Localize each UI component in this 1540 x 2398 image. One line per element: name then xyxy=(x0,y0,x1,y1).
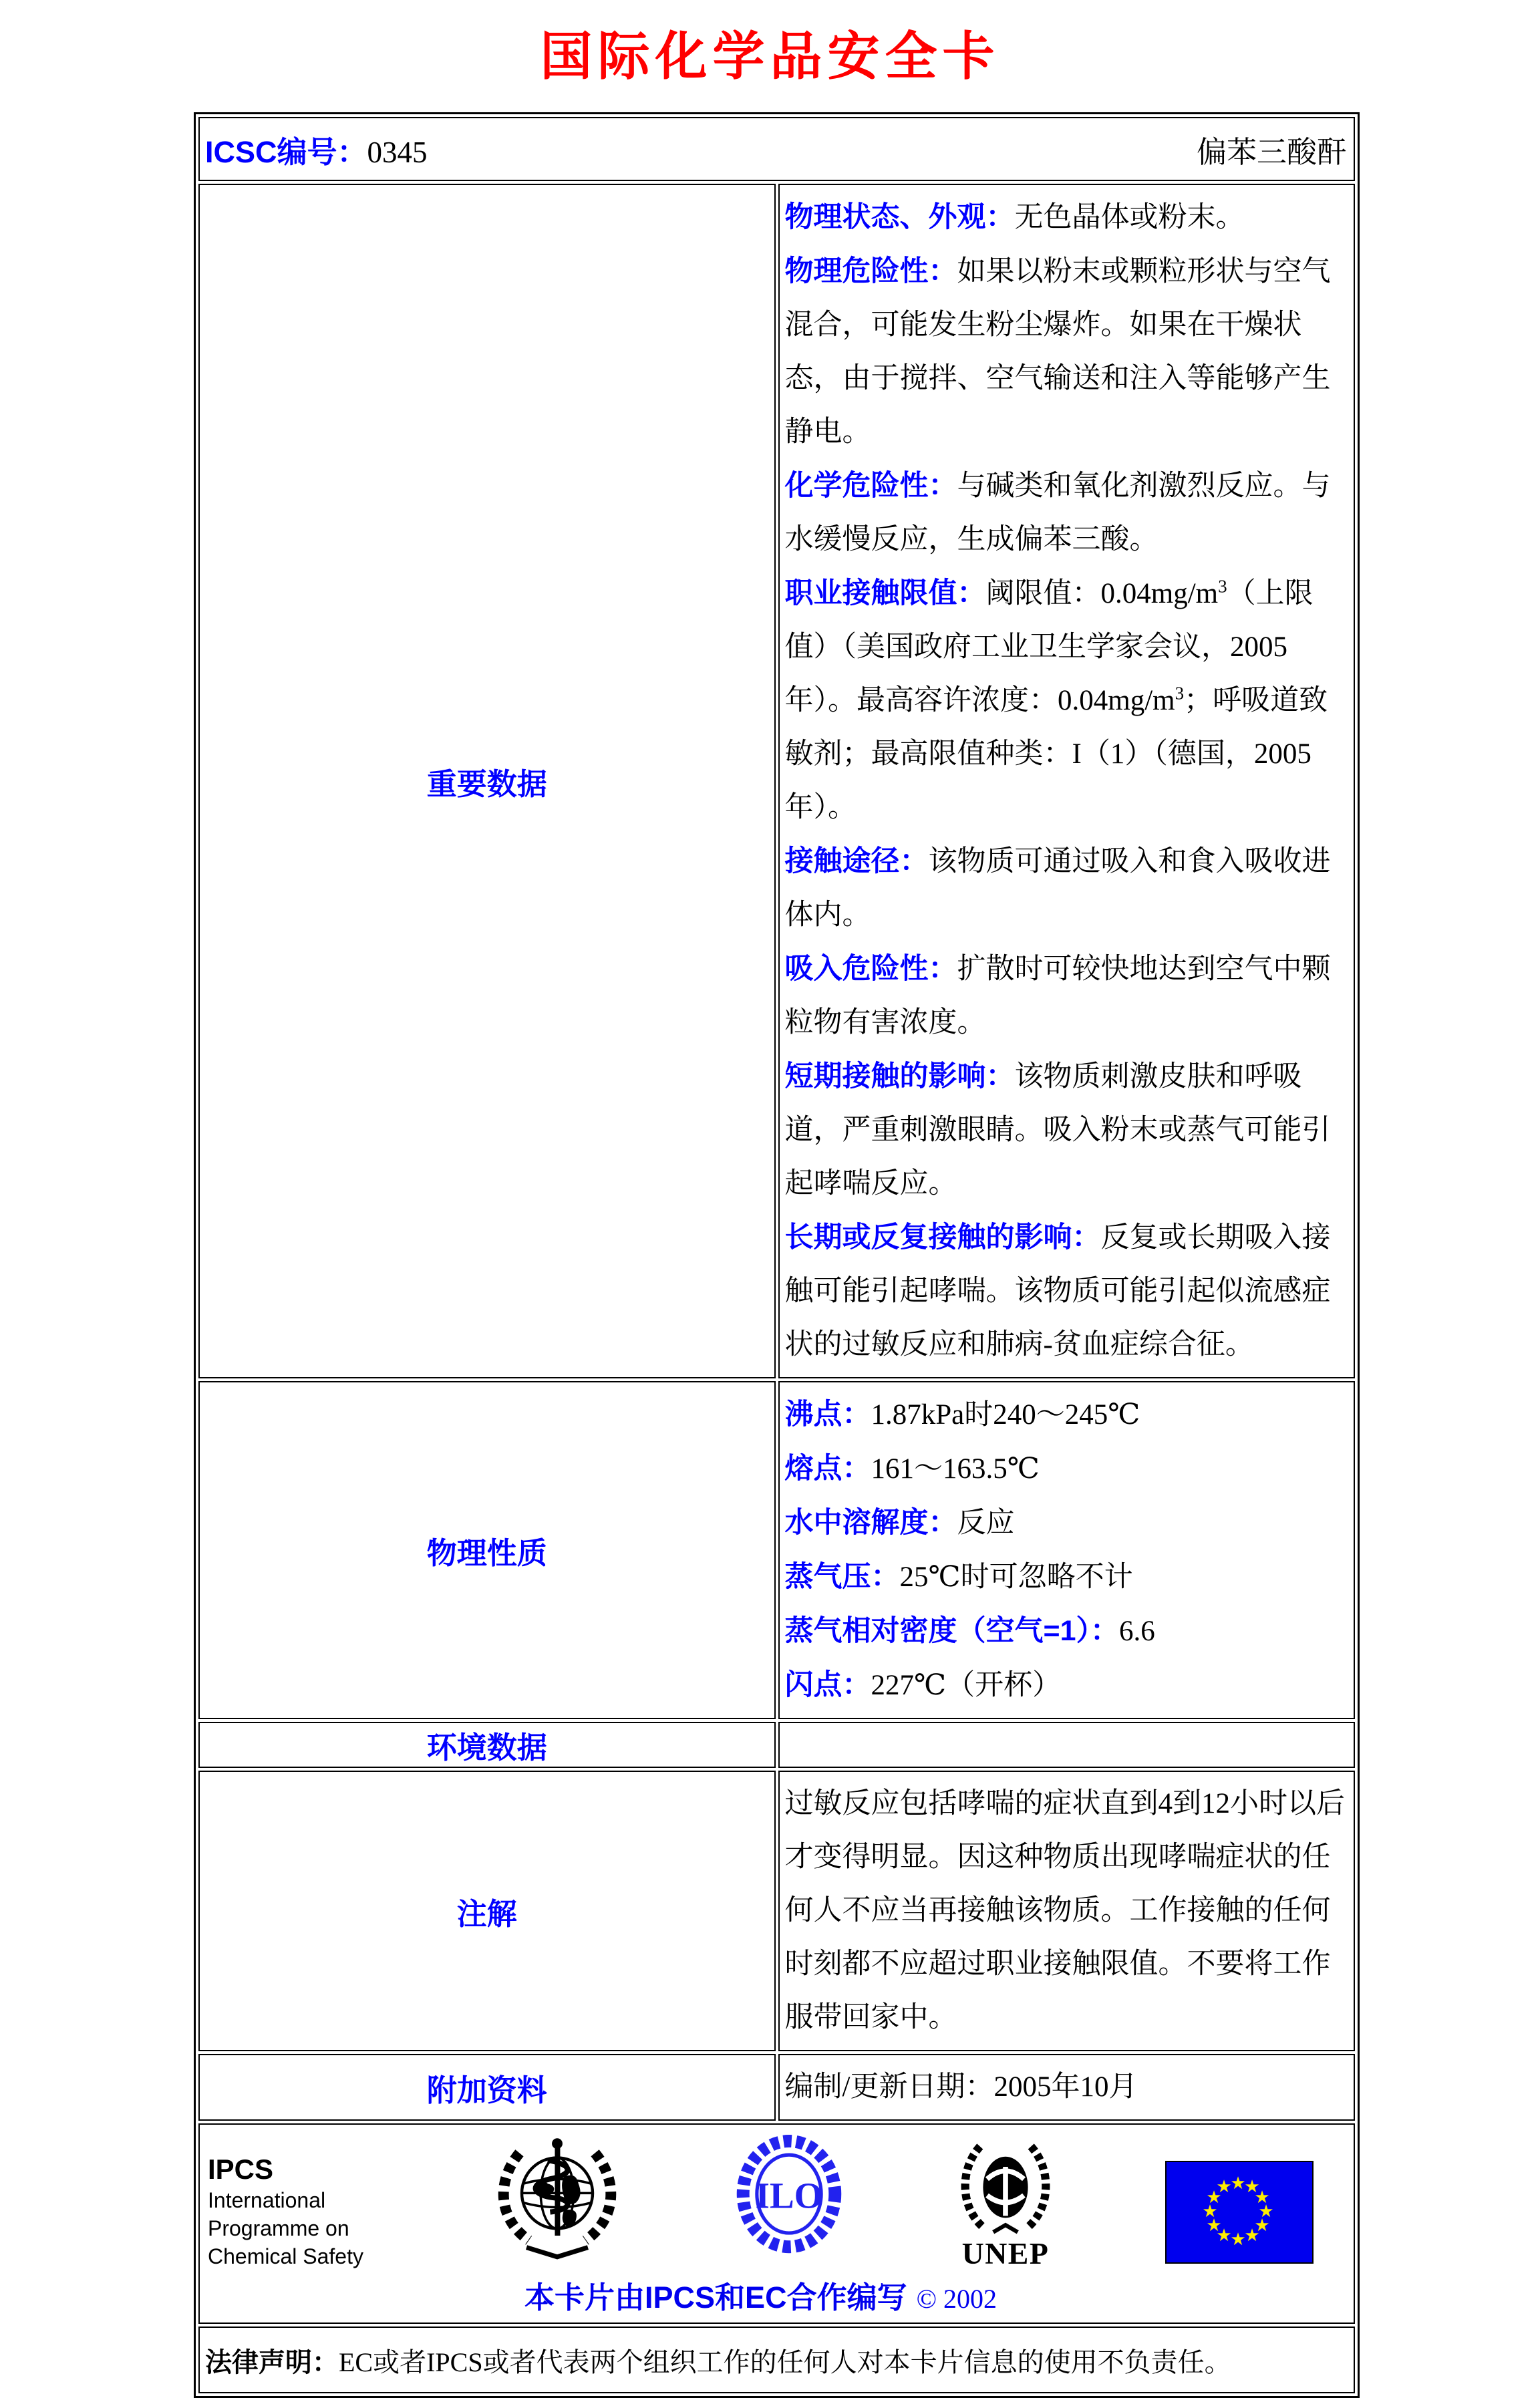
icsc-card-table xyxy=(194,112,1360,2398)
field-value: 编制/更新日期：2005年10月 xyxy=(784,2071,1138,2103)
field-occupational-exposure-limits xyxy=(785,567,1346,835)
unep-logo-icon xyxy=(949,2134,1062,2274)
field-physical-state xyxy=(785,190,1346,245)
field-notes-text xyxy=(785,1777,1346,2045)
icsc-number-group xyxy=(205,128,428,171)
section-label-notes: 注解 xyxy=(198,1771,776,2051)
field-value: 如果以粉末或颗粒形状与空气混合，可能发生粉尘爆炸。如果在干燥状态，由于搅拌、空气输送和注入等能够产生静电。 xyxy=(784,256,1331,448)
svg-text:★: ★ xyxy=(1206,2188,1222,2208)
icsc-number-value: 0345 xyxy=(367,135,428,169)
header-cell xyxy=(198,117,1355,181)
field-prepared-updated-date xyxy=(785,2061,1346,2114)
legal-text: EC或者IPCS或者代表两个组织工作的任何人对本卡片信息的使用不负责任。 xyxy=(339,2347,1231,2377)
field-label: 沸点： xyxy=(784,1398,871,1431)
field-value: （上限值）（美国政府工业卫生学家会议，2005年）。最高容许浓度：0.04mg/m xyxy=(784,578,1314,716)
section-label-additional-info: 附加资料 xyxy=(198,2054,776,2121)
field-label: 蒸气相对密度（空气=1）： xyxy=(784,1615,1120,1647)
field-label: 短期接触的影响： xyxy=(784,1060,1015,1092)
field-value: 1.87kPa时240～245℃ xyxy=(871,1399,1140,1431)
field-label: 水中溶解度： xyxy=(784,1507,957,1539)
section-row-environmental-data xyxy=(198,1722,1355,1768)
legal-label: 法律声明： xyxy=(205,2347,339,2377)
header-row xyxy=(198,117,1355,181)
field-vapour-pressure xyxy=(785,1550,1346,1604)
svg-text:★: ★ xyxy=(1230,2174,1246,2194)
credit-line xyxy=(208,2278,1314,2318)
field-label: 物理危险性： xyxy=(784,255,957,287)
section-content-additional-info xyxy=(778,2054,1356,2121)
ipcs-subtitle-line: Chemical Safety xyxy=(208,2244,363,2268)
field-label: 熔点： xyxy=(784,1453,871,1485)
section-row-physical-properties xyxy=(198,1381,1355,1719)
footer-cell xyxy=(198,2123,1355,2324)
svg-text:★: ★ xyxy=(1230,2230,1246,2250)
section-content-important-data xyxy=(778,184,1356,1378)
legal-row xyxy=(198,2327,1355,2393)
field-value: 3 xyxy=(1175,683,1185,704)
svg-text:★: ★ xyxy=(1216,2226,1232,2246)
field-value: 3 xyxy=(1218,576,1227,597)
svg-text:★: ★ xyxy=(1254,2216,1270,2236)
field-value: 161～163.5℃ xyxy=(871,1453,1040,1485)
field-boiling-point xyxy=(785,1388,1346,1442)
field-label: 职业接触限值： xyxy=(784,577,986,609)
field-vapour-relative-density xyxy=(785,1604,1346,1658)
field-label: 物理状态、外观： xyxy=(784,201,1015,233)
section-content-physical-properties xyxy=(778,1381,1356,1719)
field-routes-of-exposure xyxy=(785,835,1346,942)
ipcs-title: IPCS xyxy=(208,2153,274,2185)
eu-flag-icon xyxy=(1165,2161,1314,2264)
section-row-notes xyxy=(198,1771,1355,2051)
svg-text:★: ★ xyxy=(1254,2188,1270,2208)
svg-text:★: ★ xyxy=(1244,2226,1260,2246)
credit-text: 本卡片由IPCS和EC合作编写 xyxy=(524,2280,907,2314)
field-inhalation-risk xyxy=(785,942,1346,1050)
section-label-important-data: 重要数据 xyxy=(198,184,776,1378)
ipcs-subtitle-line: Programme on xyxy=(208,2216,349,2240)
field-long-term-effects xyxy=(785,1211,1346,1372)
field-value: 与碱类和氧化剂激烈反应。与水缓慢反应，生成偏苯三酸。 xyxy=(784,470,1331,555)
footer-row xyxy=(198,2123,1355,2324)
field-label: 长期或反复接触的影响： xyxy=(784,1221,1101,1253)
field-water-solubility xyxy=(785,1496,1346,1550)
field-label: 吸入危险性： xyxy=(784,953,957,985)
icsc-number-label: ICSC编号： xyxy=(205,134,367,169)
field-value: 6.6 xyxy=(1119,1616,1155,1647)
field-value: 反应 xyxy=(957,1507,1015,1539)
field-value: 该物质刺激皮肤和呼吸道，严重刺激眼睛。吸入粉末或蒸气可能引起哮喘反应。 xyxy=(784,1061,1331,1199)
field-value: 25℃时可忽略不计 xyxy=(899,1561,1133,1593)
section-content-environmental-data xyxy=(778,1722,1356,1768)
section-label-environmental-data: 环境数据 xyxy=(198,1722,776,1768)
field-value: 227℃（开杯） xyxy=(871,1670,1062,1701)
who-logo-icon xyxy=(486,2134,628,2270)
section-label-physical-properties: 物理性质 xyxy=(198,1381,776,1719)
field-value: 无色晶体或粉末。 xyxy=(1014,202,1245,233)
svg-text:★: ★ xyxy=(1216,2177,1232,2197)
field-short-term-effects xyxy=(785,1050,1346,1211)
field-value: 扩散时可较快地达到空气中颗粒物有害浓度。 xyxy=(784,953,1331,1038)
svg-text:★: ★ xyxy=(1202,2202,1218,2222)
svg-text:★: ★ xyxy=(1244,2177,1260,2197)
field-chemical-dangers xyxy=(785,459,1346,567)
section-content-notes xyxy=(778,1771,1356,2051)
section-row-additional-info xyxy=(198,2054,1355,2121)
field-physical-dangers xyxy=(785,245,1346,459)
section-row-important-data xyxy=(198,184,1355,1378)
svg-text:★: ★ xyxy=(1258,2202,1274,2222)
ipcs-subtitle-line: International xyxy=(208,2188,326,2212)
header-content xyxy=(205,128,1347,171)
field-melting-point xyxy=(785,1442,1346,1496)
field-value: ；呼吸道致敏剂；最高限值种类：I（1）（德国，2005年）。 xyxy=(784,685,1328,823)
field-label: 蒸气压： xyxy=(784,1561,900,1593)
ilo-logo-icon xyxy=(732,2134,846,2266)
copyright-text: © 2002 xyxy=(916,2284,997,2314)
field-label: 接触途径： xyxy=(784,845,929,877)
field-value: 反复或长期吸入接触可能引起哮喘。该物质可能引起似流感症状的过敏反应和肺病-贫血症综合征。 xyxy=(784,1222,1331,1360)
field-label: 闪点： xyxy=(784,1669,871,1701)
legal-cell xyxy=(198,2327,1355,2393)
field-label: 化学危险性： xyxy=(784,470,957,502)
field-flash-point xyxy=(785,1658,1346,1712)
field-value: 该物质可通过吸入和食入吸收进体内。 xyxy=(784,846,1331,931)
field-value: 阈限值：0.04mg/m xyxy=(985,578,1219,609)
logos-row xyxy=(208,2134,1314,2274)
ipcs-text-block xyxy=(208,2134,383,2270)
ilo-logo-text: ILO xyxy=(755,2175,822,2216)
unep-logo-text: UNEP xyxy=(961,2236,1050,2271)
page-title: 国际化学品安全卡 xyxy=(540,27,1000,86)
chemical-name: 偏苯三酸酐 xyxy=(1196,135,1347,169)
svg-text:★: ★ xyxy=(1206,2216,1222,2236)
field-value: 过敏反应包括哮喘的症状直到4到12小时以后才变得明显。因这种物质出现哮喘症状的任何人不应当再接触该物质。工作接触的任何时刻都不应超过职业接触限值。不要将工作服带回家中。 xyxy=(784,1788,1345,2033)
